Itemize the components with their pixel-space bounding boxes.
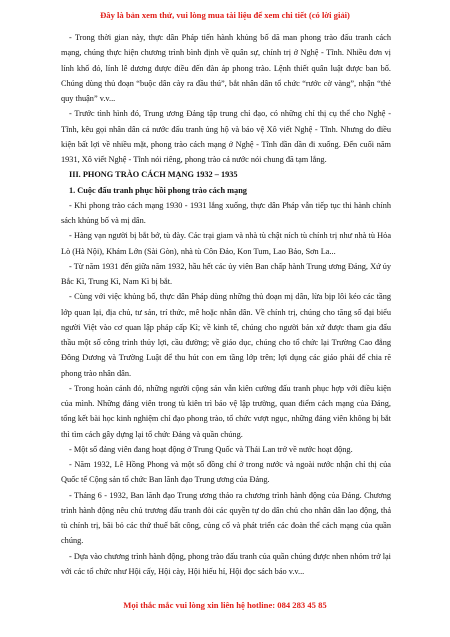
body-paragraph: - Một số đảng viên đang hoạt động ở Trung Quốc và Thái Lan trở về nước hoạt động. [69,444,353,454]
body-paragraph: - Trước tình hình đó, Trung ương Đảng tập trung chỉ đạo, có những chỉ thị cụ thể cho Nghệ - Tĩnh, kêu gọi nhân dân cả nước đấu tranh ủng hộ và bảo vệ Xô viết Nghệ - Tĩnh. Nhưng do điều kiện bất lợi về nhiều mặt, phong trào cách mạng ở Nghệ - Tĩnh dần dần đi xuống. Đến cuối năm 1931, Xô viết Nghệ - Tĩnh nói riêng, phong trào cả nước nói chung đã tạm lắng. [61,109,391,164]
document-body [61,30,391,579]
body-paragraph: - Khi phong trào cách mạng 1930 - 1931 lắng xuống, thực dân Pháp vẫn tiếp tục thi hành chính sách khủng bố và mị dân. [61,200,391,225]
body-paragraph: - Trong hoàn cảnh đó, những người cộng sản vẫn kiên cường đấu tranh phục hợp với điều kiện của mình. Những đảng viên trong tù kiên trì bảo vệ lập trường, quan điểm cách mạng của Đảng, tổng kết bài học kinh nghiệm chỉ đạo phong trào, tổ chức vượt ngục, những đảng viên không bị bắt thì tìm cách gây dựng lại tổ chức Đảng và quần chúng. [61,383,391,439]
body-paragraph: - Cùng với việc khủng bố, thực dân Pháp dùng những thủ đoạn mị dân, lừa bịp lôi kéo các tầng lớp quan lại, địa chủ, tư sản, trí thức, mê hoặc nhân dân. Về chính trị, chúng cho tăng số đại biểu người Việt vào cơ quan lập pháp cấp Kì; về kinh tế, chúng cho người bản xứ được tham gia đấu thầu một số công trình thủy lợi, cầu đường; về giáo dục, chúng cho tổ chức lại Trường Cao đẳng Đông Dương và Trường Luật để thu hút con em tầng lớp trên; lợi dụng các giáo phái để chia rẽ phong trào nhân dân. [61,292,391,378]
body-paragraph: - Năm 1932, Lê Hồng Phong và một số đồng chí ở trong nước và ngoài nước nhận chỉ thị của Quốc tế Cộng sản tổ chức Ban lãnh đạo Trung ương của Đảng. [61,460,391,485]
body-paragraph: - Từ năm 1931 đến giữa năm 1932, hầu hết các ủy viên Ban chấp hành Trung ương Đảng, Xứ ủy Bắc Kì, Trung Kì, Nam Kì bị bắt. [61,261,391,286]
body-paragraph: - Dựa vào chương trình hành động, phong trào đấu tranh của quần chúng được nhen nhóm trở lại với các tổ chức như Hội cấy, Hội cày, Hội hiếu hỉ, Hội đọc sách báo v.v... [61,551,391,576]
section-heading: III. PHONG TRÀO CÁCH MẠNG 1932 – 1935 [69,170,238,180]
body-paragraph: - Trong thời gian này, thực dân Pháp tiến hành khủng bố dã man phong trào đấu tranh cách mạng, chúng thực hiện chương trình bình định về quân sự, chính trị ở Nghệ - Tĩnh. Nhiều đơn vị lính khố đỏ, lính lê dương được điều đến đàn áp phong trào. Lệnh thiết quân luật được ban bố. Chúng dùng thủ đoạn “buộc dân cày ra đầu thú”, bắt nhân dân tổ chức “rước cờ vàng”, nhận “thẻ quy thuận” v.v... [61,33,391,103]
hotline-footer-banner: Mọi thắc mắc vui lòng xin liên hệ hotline: 084 283 45 85 [123,600,327,610]
body-paragraph: - Hàng vạn người bị bắt bớ, tù đày. Các trại giam và nhà tù chật ních tù chính trị như nhà tù Hỏa Lò (Hà Nội), Khám Lớn (Sài Gòn), nhà tù Côn Đảo, Kon Tum, Lao Bảo, Sơn La... [61,231,391,256]
preview-notice-banner: Đây là bản xem thử, vui lòng mua tài liệu để xem chi tiết (có lời giải) [100,10,350,20]
section-heading: 1. Cuộc đấu tranh phục hồi phong trào cách mạng [69,185,247,195]
body-paragraph: - Tháng 6 - 1932, Ban lãnh đạo Trung ương thảo ra chương trình hành động của Đảng. Chương trình hành động nêu chủ trương đấu tranh đòi các quyền tự do dân chủ cho nhân dân lao động, thả tù chính trị, bãi bỏ các thứ thuế bất công, củng cố và phát triển các đoàn thể cách mạng của quần chúng. [61,490,391,546]
